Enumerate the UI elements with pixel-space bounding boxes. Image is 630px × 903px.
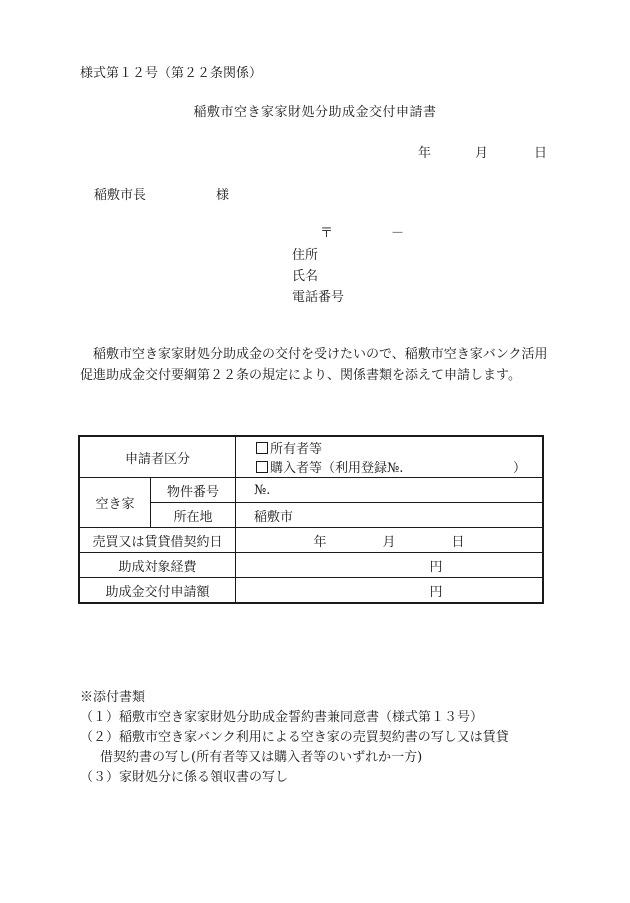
phone-label: 電話番号 (292, 290, 345, 305)
addressee (94, 184, 229, 203)
date-line (418, 142, 547, 161)
checkbox-icon[interactable] (256, 461, 268, 473)
addressee-name: 稲敷市長 (94, 188, 147, 203)
addressee-honorific: 様 (216, 188, 230, 203)
date-month-label: 月 (475, 146, 489, 161)
date-year-label: 年 (418, 146, 432, 161)
date-day-label: 日 (534, 146, 548, 161)
contract-date-label: 売買又は賃貸借契約日 (79, 528, 236, 553)
application-table (78, 435, 544, 604)
attachment-item: （３）家財処分に係る領収書の写し (80, 770, 289, 785)
applicant-block (292, 245, 344, 308)
location-value[interactable]: 稲敷市 (236, 503, 544, 528)
attachment-item: （１）稲敷市空き家家財処分助成金誓約書兼同意書（様式第１３号） (80, 710, 484, 725)
property-number-value[interactable]: №. (236, 478, 544, 503)
eligible-cost-label: 助成対象経費 (79, 553, 236, 578)
applicant-type-cell (236, 436, 544, 478)
checkbox-icon[interactable] (256, 442, 268, 454)
name-label: 氏名 (292, 269, 319, 284)
option-owner[interactable]: 所有者等 (256, 438, 536, 457)
attachments (80, 688, 509, 788)
attachment-item-continued: 借契約書の写し(所有者等又は購入者等のいずれか一方) (100, 750, 423, 765)
zip-mark: 〒 (320, 226, 334, 241)
zip-line (320, 222, 404, 241)
eligible-cost-value[interactable]: 円 (236, 553, 544, 578)
requested-amount-label: 助成金交付申請額 (79, 578, 236, 604)
attachments-heading: ※添付書類 (80, 690, 146, 705)
attachment-item: （２）稲敷市空き家バンク利用による空き家の売買契約書の写し又は賃貸 (80, 730, 509, 745)
applicant-type-label: 申請者区分 (79, 436, 236, 478)
form-number: 様式第１２号（第２２条関係） (80, 66, 263, 81)
contract-date-value[interactable]: 年 月 日 (236, 528, 544, 553)
option-buyer[interactable]: 購入者等（利用登録№. ） (256, 457, 536, 476)
body-text: 稲敷市空き家家財処分助成金の交付を受けたいので、稲敷市空き家バンク活用促進助成金交付要綱第２２条の規定により、関係書類を添えて申請します。 (80, 347, 548, 383)
page-title: 稲敷市空き家家財処分助成金交付申請書 (193, 105, 437, 120)
zip-dash: － (391, 226, 405, 241)
location-label: 所在地 (151, 503, 236, 528)
address-label: 住所 (292, 248, 319, 263)
vacant-house-label: 空き家 (79, 478, 151, 528)
requested-amount-value[interactable]: 円 (236, 578, 544, 604)
property-number-label: 物件番号 (151, 478, 236, 503)
